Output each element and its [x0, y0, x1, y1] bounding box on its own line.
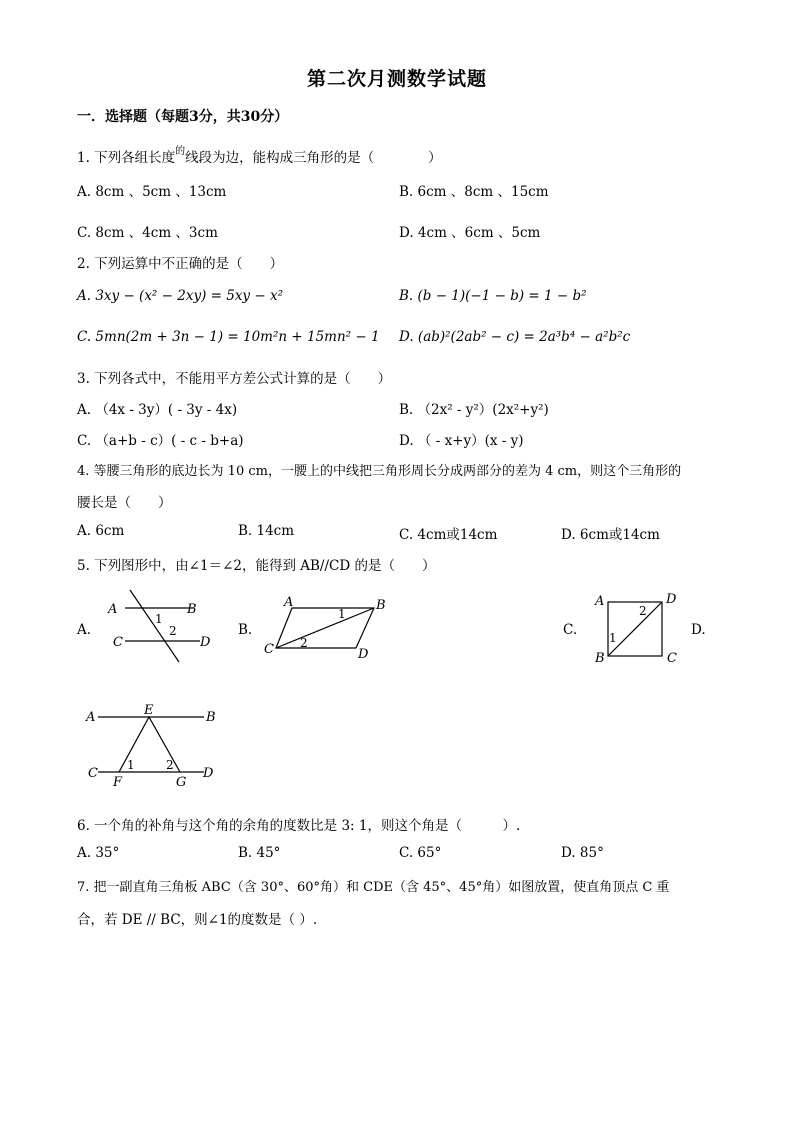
fig-a-label-a: A	[108, 602, 118, 617]
question-4-stem-line2: 腰长是（ ）	[77, 495, 172, 511]
q5-option-b-label[interactable]: B.	[238, 622, 253, 638]
q6-option-a[interactable]: A. 35°	[77, 845, 120, 861]
figure-a	[105, 588, 211, 668]
fig-d-label-b: B	[206, 710, 216, 725]
fig-a-label-2: 2	[169, 624, 177, 638]
fig-b-label-a: A	[284, 595, 294, 610]
q2-option-c[interactable]: C. 5mn(2m + 3n − 1) = 10m²n + 15mn² − 1	[77, 329, 380, 345]
question-2-stem: 2. 下列运算中不正确的是（ ）	[77, 256, 284, 272]
question-6-stem: 6. 一个角的补角与这个角的余角的度数比是 3: 1，则这个角是（ ）.	[77, 818, 521, 834]
q2-option-b[interactable]: B. (b − 1)(−1 − b) = 1 − b²	[399, 288, 587, 304]
page-title: 第二次月测数学试题	[306, 68, 487, 90]
q4-option-b[interactable]: B. 14cm	[238, 523, 295, 539]
fig-b-label-d: D	[358, 647, 369, 662]
q4-option-a[interactable]: A. 6cm	[77, 523, 125, 539]
q1-option-b[interactable]: B. 6cm 、8cm 、15cm	[399, 184, 549, 200]
question-5-stem: 5. 下列图形中，由∠1＝∠2，能得到 AB//CD 的是（ ）	[77, 558, 436, 574]
q3-option-d[interactable]: D. （ - x+y）(x - y)	[399, 433, 524, 449]
question-1-stem-part2: 线段为边，能构成三角形的是（ ）	[185, 150, 442, 166]
fig-c-label-1: 1	[609, 631, 617, 645]
fig-d-label-2: 2	[166, 758, 174, 772]
q5-option-a-label[interactable]: A.	[77, 622, 92, 638]
fig-b-label-b: B	[376, 598, 386, 613]
q1-option-c[interactable]: C. 8cm 、4cm 、3cm	[77, 225, 218, 241]
fig-d-label-a: A	[86, 710, 96, 725]
fig-c-label-d: D	[666, 592, 677, 607]
fig-d-label-c: C	[88, 766, 98, 781]
section-heading: 一．选择题（每题3分，共30分）	[77, 109, 289, 125]
figure-b	[262, 596, 392, 666]
question-7-line1: 7. 把一副直角三角板 ABC（含 30°、60°角）和 CDE（含 45°、45°角）如图放置，使直角顶点 C 重	[77, 880, 670, 895]
q6-option-c[interactable]: C. 65°	[399, 845, 442, 861]
question-1-stem-part1: 1. 下列各组长度	[77, 150, 176, 166]
q5-option-d-label[interactable]: D.	[691, 622, 706, 638]
question-1-stem-small: 的	[175, 146, 186, 157]
fig-c-label-2: 2	[639, 604, 647, 618]
fig-a-label-d: D	[200, 635, 211, 650]
q3-option-c[interactable]: C. （a+b - c）( - c - b+a)	[77, 433, 244, 449]
q6-option-b[interactable]: B. 45°	[238, 845, 281, 861]
fig-d-label-f: F	[113, 775, 123, 790]
q5-option-c-label[interactable]: C.	[563, 622, 578, 638]
fig-a-label-1: 1	[155, 612, 163, 626]
q3-option-b[interactable]: B. （2x² - y²）(2x²+y²)	[399, 402, 549, 418]
question-4-stem-line1: 4. 等腰三角形的底边长为 10 cm，一腰上的中线把三角形周长分成两部分的差为 4 cm，则这个三角形的	[77, 464, 682, 479]
fig-d-label-e: E	[144, 703, 154, 718]
question-1-stem	[77, 146, 442, 166]
figure-d	[86, 702, 226, 792]
fig-d-label-g: G	[176, 775, 187, 790]
fig-c-label-c: C	[667, 651, 677, 666]
q6-option-d[interactable]: D. 85°	[561, 845, 604, 861]
fig-a-label-b: B	[187, 602, 197, 617]
fig-b-label-c: C	[264, 642, 274, 657]
question-7-line2: 合，若 DE // BC，则∠1的度数是（ ）.	[77, 912, 318, 928]
figure-c	[593, 590, 688, 670]
fig-d-label-d: D	[203, 766, 214, 781]
q4-option-c[interactable]: C. 4cm或14cm	[399, 527, 498, 543]
question-3-stem: 3. 下列各式中，不能用平方差公式计算的是（ ）	[77, 371, 392, 387]
q2-option-d[interactable]: D. (ab)²(2ab² − c) = 2a³b⁴ − a²b²c	[399, 329, 631, 345]
q3-option-a[interactable]: A. （4x - 3y）( - 3y - 4x)	[77, 402, 238, 418]
fig-c-label-a: A	[595, 594, 605, 609]
fig-a-label-c: C	[113, 635, 123, 650]
fig-b-label-2: 2	[300, 636, 308, 650]
fig-c-label-b: B	[595, 651, 605, 666]
q1-option-a[interactable]: A. 8cm 、5cm 、13cm	[77, 184, 227, 200]
q4-option-d[interactable]: D. 6cm或14cm	[561, 527, 660, 543]
q2-option-a[interactable]: A. 3xy − (x² − 2xy) = 5xy − x²	[77, 288, 283, 304]
q1-option-d[interactable]: D. 4cm 、6cm 、5cm	[399, 225, 541, 241]
fig-d-label-1: 1	[127, 758, 135, 772]
fig-b-label-1: 1	[338, 607, 346, 621]
